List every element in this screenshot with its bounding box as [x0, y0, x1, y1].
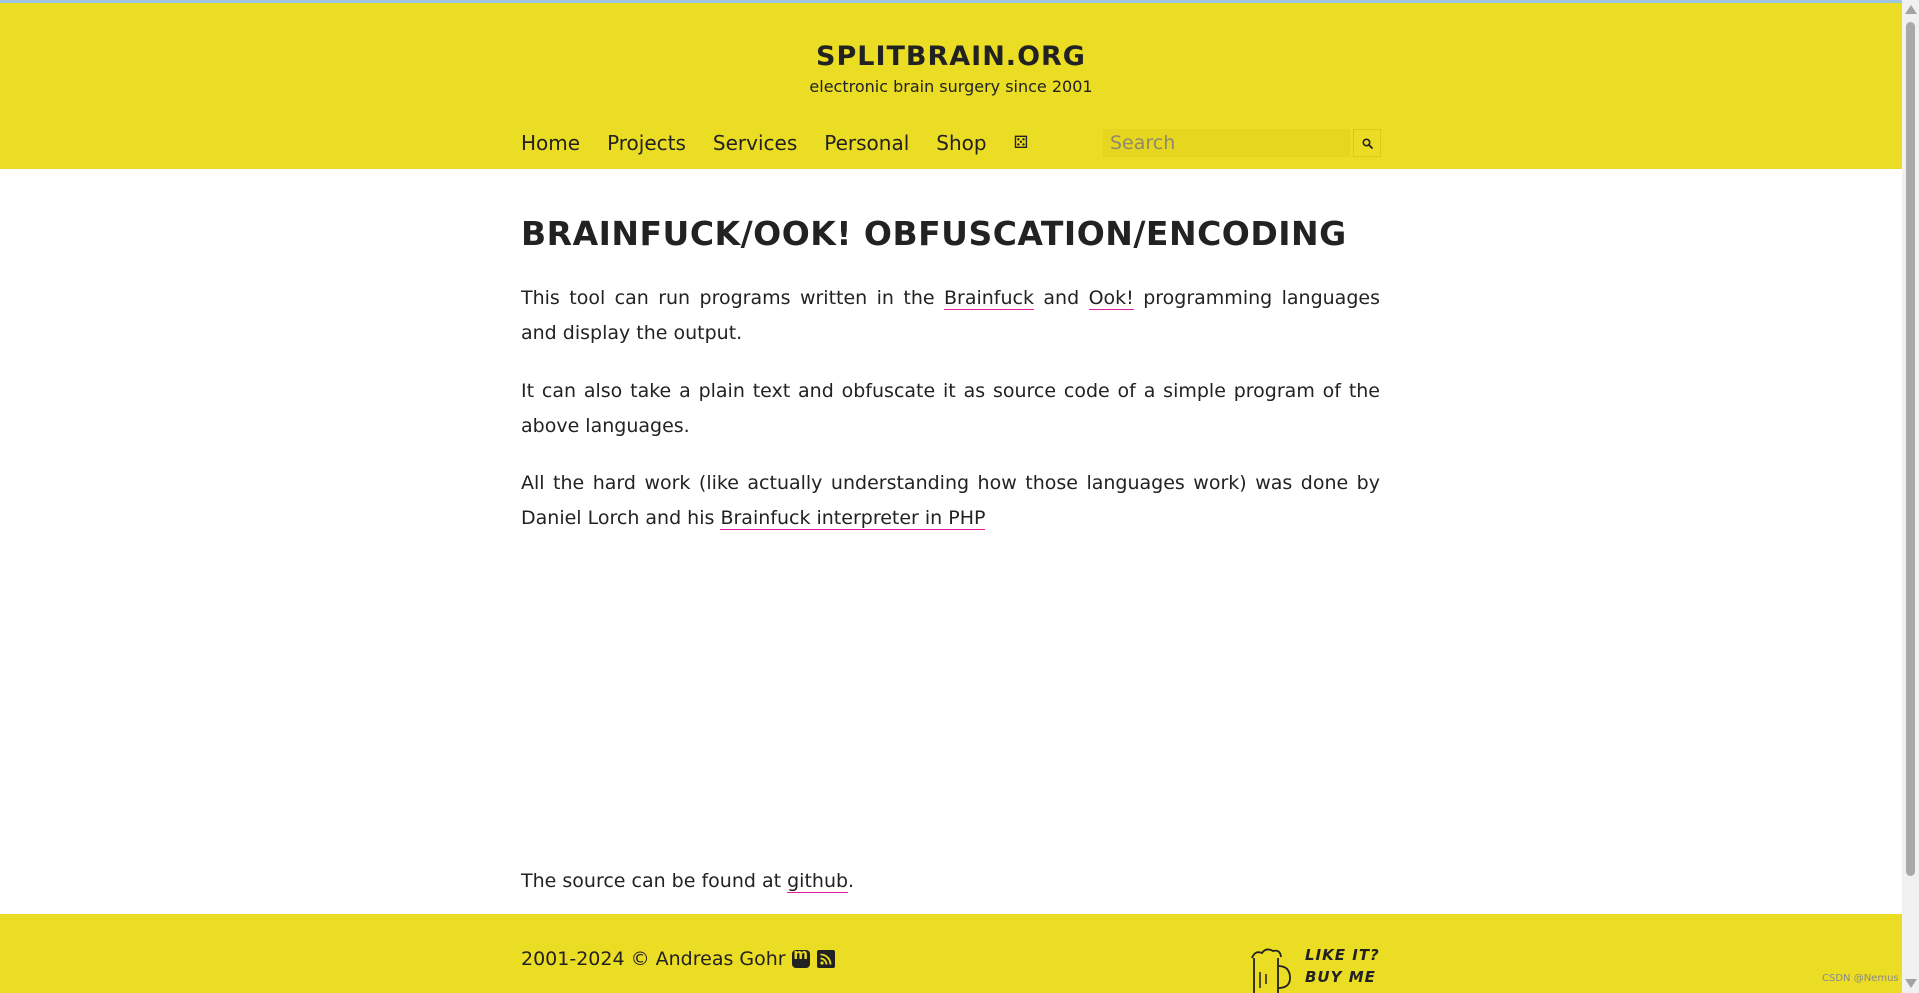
site-tagline: electronic brain surgery since 2001 — [809, 77, 1093, 96]
source-period: . — [848, 870, 855, 892]
search-input[interactable] — [1103, 129, 1350, 157]
intro-paragraph — [521, 281, 1380, 351]
main-nav — [521, 128, 1028, 158]
badge-text-line1: LIKE IT? — [1305, 946, 1380, 964]
site-header — [0, 3, 1902, 169]
intro-text-start: This tool can run programs written in the — [521, 287, 944, 309]
nav-services[interactable]: Services — [712, 131, 798, 155]
search-button[interactable] — [1353, 129, 1381, 157]
rss-icon[interactable] — [817, 950, 835, 968]
nav-shop[interactable]: Shop — [936, 131, 987, 155]
credits-text: All the hard work (like actually understanding how those languages work) was done by Daniel Lorch and his — [521, 472, 1380, 529]
rss-glyph — [817, 950, 835, 968]
vertical-scrollbar[interactable] — [1902, 0, 1919, 993]
nav-personal[interactable]: Personal — [824, 131, 910, 155]
dice-icon[interactable]: ⚄ — [1013, 132, 1029, 153]
source-text: The source can be found at — [521, 870, 788, 892]
search-icon — [1362, 138, 1373, 149]
buy-me-beer-badge[interactable] — [1248, 944, 1383, 993]
mastodon-icon[interactable] — [792, 950, 810, 968]
search-form — [1103, 129, 1381, 157]
scroll-thumb[interactable] — [1906, 22, 1915, 876]
credits-paragraph — [521, 466, 1380, 536]
page-title: BRAINFUCK/OOK! OBFUSCATION/ENCODING — [521, 214, 1347, 253]
nav-home[interactable]: Home — [521, 131, 581, 155]
intro-text-end: programming languages and display the output. — [521, 287, 1380, 344]
source-paragraph — [521, 864, 854, 899]
copyright-text: 2001-2024 © Andreas Gohr — [521, 948, 786, 970]
obfuscate-paragraph: It can also take a plain text and obfuscate it as source code of a simple program of the above languages. — [521, 380, 1380, 437]
nav-projects[interactable]: Projects — [607, 131, 686, 155]
site-footer — [0, 914, 1902, 993]
copyright — [521, 948, 835, 970]
scroll-up-icon[interactable] — [1905, 5, 1917, 14]
ook-link[interactable]: Ook! — [1088, 287, 1134, 309]
main-content — [521, 169, 1380, 536]
brainfuck-link[interactable]: Brainfuck — [943, 287, 1034, 309]
watermark: CSDN @Nemus — [1822, 973, 1899, 984]
interpreter-link[interactable]: Brainfuck interpreter in PHP — [720, 507, 986, 529]
beer-mug-icon — [1248, 944, 1304, 993]
badge-text-line2: BUY ME — [1305, 968, 1376, 986]
github-link[interactable]: github — [787, 870, 849, 892]
intro-text-and: and — [1033, 287, 1089, 309]
scroll-down-icon[interactable] — [1905, 979, 1917, 988]
site-title[interactable]: SPLITBRAIN.ORG — [816, 41, 1086, 72]
